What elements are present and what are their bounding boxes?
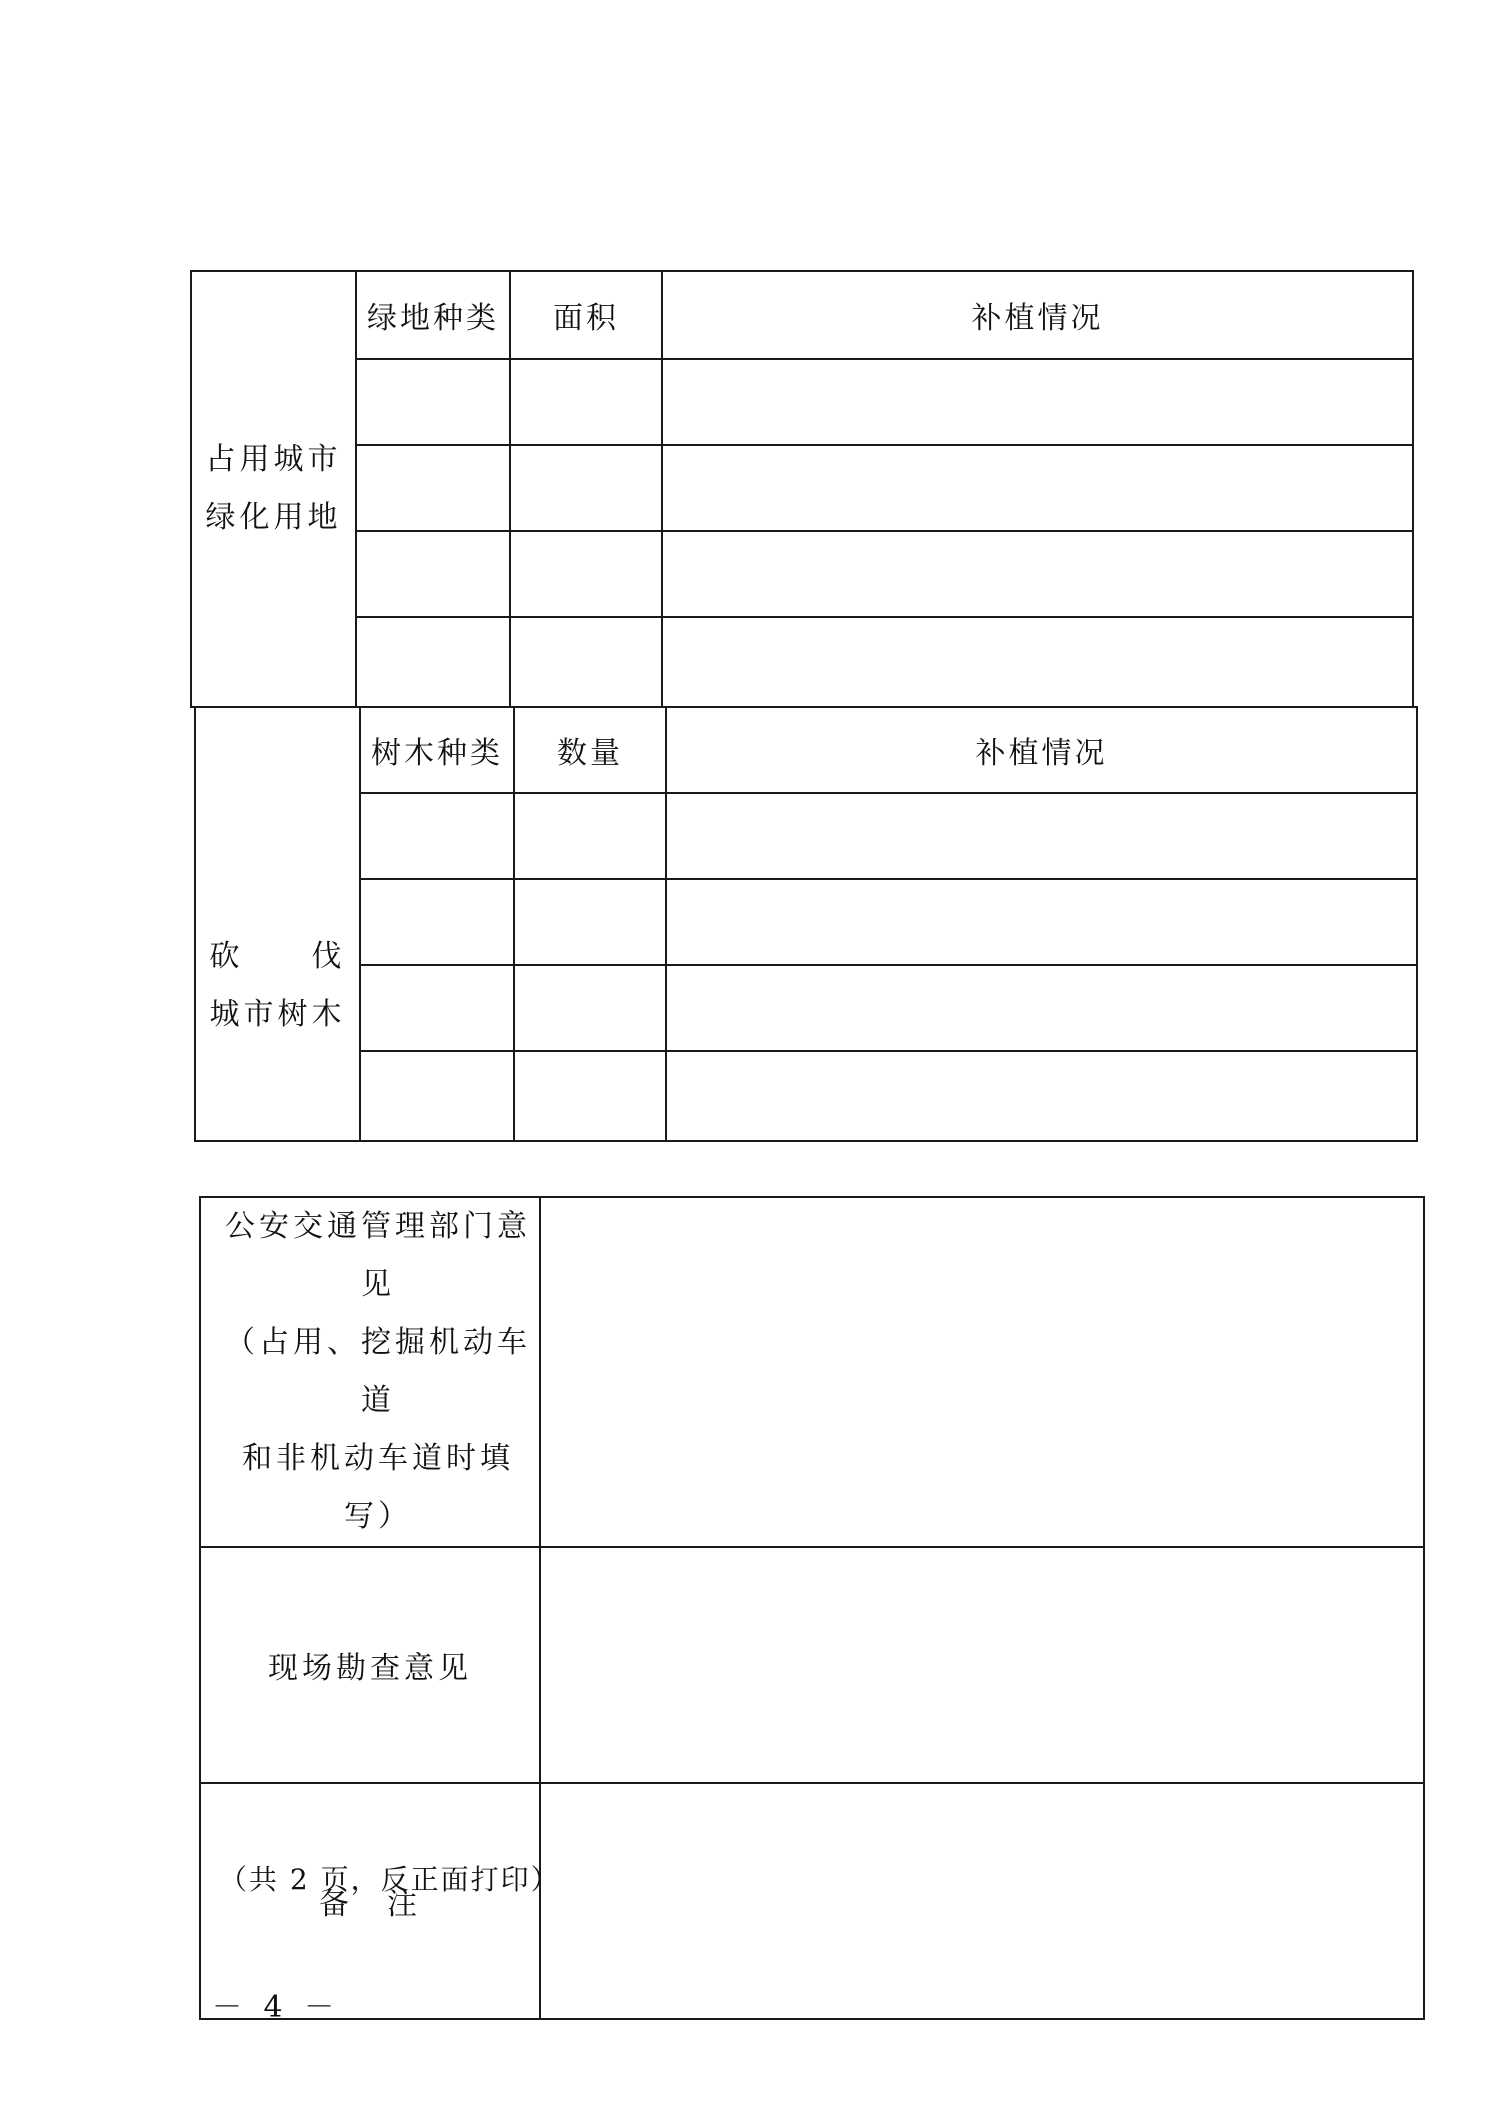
header-tree-type: 树木种类 <box>360 707 514 793</box>
replanting-cell[interactable] <box>662 445 1413 531</box>
survey-opinion-field[interactable] <box>540 1547 1424 1783</box>
area-cell[interactable] <box>510 445 662 531</box>
green-type-cell[interactable] <box>356 531 510 617</box>
table-row <box>191 445 1413 531</box>
table-row <box>195 793 1417 879</box>
page-number: － 4 － <box>212 1990 341 2025</box>
replanting-cell[interactable] <box>666 1051 1417 1141</box>
traffic-label-line1: 公安交通管理部门意见 <box>225 1209 531 1302</box>
tree-felling-table <box>194 706 1418 1142</box>
tree-type-cell[interactable] <box>360 1051 514 1141</box>
header-green-type: 绿地种类 <box>356 271 510 359</box>
table-row <box>191 359 1413 445</box>
remarks-label: 备 注 <box>200 1783 540 2019</box>
table-row <box>191 617 1413 707</box>
tree-felling-label-line1: 砍 伐 <box>209 939 346 974</box>
quantity-cell[interactable] <box>514 1051 666 1141</box>
table-row <box>195 879 1417 965</box>
table-row <box>195 1051 1417 1141</box>
quantity-cell[interactable] <box>514 793 666 879</box>
area-cell[interactable] <box>510 617 662 707</box>
green-type-cell[interactable] <box>356 617 510 707</box>
replanting-cell[interactable] <box>666 879 1417 965</box>
quantity-cell[interactable] <box>514 965 666 1051</box>
quantity-cell[interactable] <box>514 879 666 965</box>
green-type-cell[interactable] <box>356 359 510 445</box>
tree-type-cell[interactable] <box>360 965 514 1051</box>
print-note: （共 2 页，反正面打印） <box>219 1863 561 1896</box>
green-type-cell[interactable] <box>356 445 510 531</box>
header-replanting: 补植情况 <box>666 707 1417 793</box>
replanting-cell[interactable] <box>666 965 1417 1051</box>
green-land-label-line2: 绿化用地 <box>205 500 342 535</box>
traffic-opinion-field[interactable] <box>540 1197 1424 1547</box>
traffic-opinion-label <box>200 1197 540 1547</box>
area-cell[interactable] <box>510 359 662 445</box>
header-replanting: 补植情况 <box>662 271 1413 359</box>
replanting-cell[interactable] <box>666 793 1417 879</box>
area-cell[interactable] <box>510 531 662 617</box>
survey-opinion-label: 现场勘查意见 <box>200 1547 540 1783</box>
header-area: 面积 <box>510 271 662 359</box>
remarks-field[interactable] <box>540 1783 1424 2019</box>
traffic-label-line3: 和非机动车道时填写） <box>242 1441 514 1534</box>
tree-felling-section-label <box>195 707 360 1141</box>
replanting-cell[interactable] <box>662 617 1413 707</box>
tree-felling-label-line2: 城市树木 <box>209 997 346 1032</box>
green-land-section-label <box>191 271 356 707</box>
tree-type-cell[interactable] <box>360 879 514 965</box>
header-quantity: 数量 <box>514 707 666 793</box>
replanting-cell[interactable] <box>662 531 1413 617</box>
traffic-label-line2: （占用、挖掘机动车道 <box>225 1325 531 1418</box>
tree-type-cell[interactable] <box>360 793 514 879</box>
table-row <box>195 965 1417 1051</box>
replanting-cell[interactable] <box>662 359 1413 445</box>
table-row <box>191 531 1413 617</box>
green-land-table <box>190 270 1414 708</box>
green-land-label-line1: 占用城市 <box>205 442 342 477</box>
